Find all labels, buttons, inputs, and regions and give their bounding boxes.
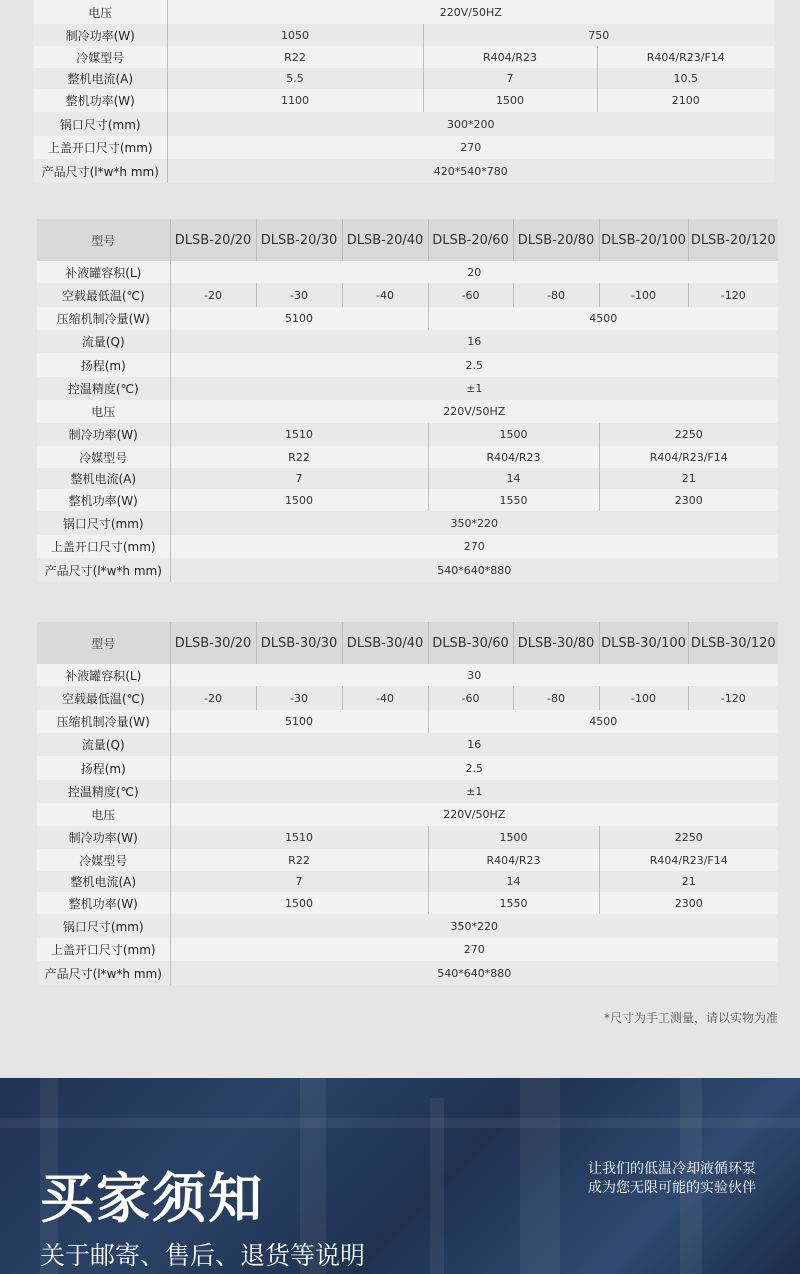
- cell: 540*640*880: [170, 558, 778, 582]
- cell: R404/R23/F14: [599, 446, 778, 468]
- banner-slogan-line1: 让我们的低温冷却液循环泵: [588, 1161, 756, 1177]
- background-pipe: [0, 1118, 800, 1128]
- row-label: 产品尺寸(l*w*h mm): [37, 558, 170, 582]
- cell: -80: [513, 283, 599, 307]
- cell: 16: [170, 330, 778, 353]
- cell: R22: [167, 46, 423, 68]
- model-header: DLSB-30/100: [599, 622, 688, 664]
- cell: ±1: [170, 780, 778, 803]
- row-label: 电压: [37, 803, 170, 826]
- row-label: 整机功率(W): [37, 489, 170, 511]
- row-label: 电压: [34, 0, 167, 24]
- table-row: [37, 535, 778, 558]
- cell: 7: [170, 468, 428, 489]
- cell: 350*220: [170, 511, 778, 535]
- cell: 2300: [599, 892, 778, 914]
- cell: 5100: [170, 710, 428, 733]
- cell: 14: [428, 468, 599, 489]
- cell: -60: [428, 686, 513, 710]
- model-header: DLSB-30/30: [256, 622, 342, 664]
- model-header: DLSB-30/80: [513, 622, 599, 664]
- model-header: DLSB-20/120: [688, 219, 778, 261]
- table-row: [37, 400, 778, 423]
- model-header: DLSB-20/100: [599, 219, 688, 261]
- cell: 5.5: [167, 68, 423, 89]
- cell: 2100: [597, 89, 774, 112]
- measurement-note: *尺寸为手工测量，请以实物为准: [603, 1011, 778, 1025]
- table-row: [34, 112, 774, 136]
- cell: -80: [513, 686, 599, 710]
- cell: 1510: [170, 423, 428, 446]
- model-header: DLSB-20/40: [342, 219, 428, 261]
- row-label: 压缩机制冷量(W): [37, 307, 170, 330]
- cell: 350*220: [170, 914, 778, 938]
- table-row: [37, 446, 778, 468]
- table-row: [37, 468, 778, 489]
- table-row: [34, 24, 774, 46]
- row-label: 扬程(m): [37, 353, 170, 377]
- model-header: DLSB-20/20: [170, 219, 256, 261]
- table-row: [34, 46, 774, 68]
- cell: -20: [170, 686, 256, 710]
- cell: -30: [256, 686, 342, 710]
- cell: 1500: [428, 826, 599, 849]
- table-row: [37, 330, 778, 353]
- cell: 220V/50HZ: [170, 400, 778, 423]
- cell: R404/R23: [428, 446, 599, 468]
- row-label: 整机电流(A): [34, 68, 167, 89]
- row-label: 补液罐容积(L): [37, 261, 170, 283]
- row-label: 冷媒型号: [34, 46, 167, 68]
- table-row: [37, 261, 778, 283]
- table-row: [37, 756, 778, 780]
- table-row: [37, 871, 778, 892]
- row-label: 整机功率(W): [37, 892, 170, 914]
- model-header: DLSB-30/40: [342, 622, 428, 664]
- spec-table-dlsb-30: [37, 622, 778, 985]
- cell: 21: [599, 871, 778, 892]
- cell: 7: [423, 68, 597, 89]
- table-row: [37, 423, 778, 446]
- table-header-row: [37, 219, 778, 261]
- cell: 750: [423, 24, 774, 46]
- model-header: DLSB-30/120: [688, 622, 778, 664]
- spec-table-1: [34, 0, 774, 183]
- row-label: 锅口尺寸(mm): [37, 511, 170, 535]
- row-label: 控温精度(℃): [37, 377, 170, 400]
- cell: 5100: [170, 307, 428, 330]
- cell: 300*200: [167, 112, 774, 136]
- table-row: [37, 377, 778, 400]
- model-header: DLSB-20/30: [256, 219, 342, 261]
- banner-title: 买家须知: [40, 1167, 264, 1230]
- table-row: [34, 136, 774, 159]
- cell: 270: [170, 938, 778, 961]
- cell: 2300: [599, 489, 778, 511]
- table-row: [37, 938, 778, 961]
- cell: 1500: [423, 89, 597, 112]
- cell: 2250: [599, 423, 778, 446]
- cell: 270: [170, 535, 778, 558]
- cell: 1550: [428, 489, 599, 511]
- cell: R404/R23: [428, 849, 599, 871]
- row-label: 产品尺寸(l*w*h mm): [37, 961, 170, 985]
- cell: R22: [170, 849, 428, 871]
- table-row: [37, 489, 778, 511]
- model-header: DLSB-20/60: [428, 219, 513, 261]
- cell: R22: [170, 446, 428, 468]
- table-row: [34, 89, 774, 112]
- cell: 30: [170, 664, 778, 686]
- table-row: [37, 686, 778, 710]
- banner-slogan-line2: 成为您无限可能的实验伙伴: [588, 1180, 756, 1196]
- header-label: 型号: [37, 622, 170, 664]
- cell: ±1: [170, 377, 778, 400]
- cell: 20: [170, 261, 778, 283]
- row-label: 压缩机制冷量(W): [37, 710, 170, 733]
- header-label: 型号: [37, 219, 170, 261]
- cell: -100: [599, 686, 688, 710]
- table-row: [37, 914, 778, 938]
- cell: -120: [688, 283, 778, 307]
- cell: R404/R23/F14: [599, 849, 778, 871]
- row-label: 流量(Q): [37, 733, 170, 756]
- spec-table-dlsb-20: [37, 219, 778, 582]
- cell: -40: [342, 686, 428, 710]
- cell: 1510: [170, 826, 428, 849]
- row-label: 整机电流(A): [37, 871, 170, 892]
- table-row: [37, 892, 778, 914]
- table-row: [37, 849, 778, 871]
- table-row: [37, 826, 778, 849]
- row-label: 流量(Q): [37, 330, 170, 353]
- table-row: [37, 733, 778, 756]
- cell: 270: [167, 136, 774, 159]
- cell: -30: [256, 283, 342, 307]
- cell: -20: [170, 283, 256, 307]
- cell: 10.5: [597, 68, 774, 89]
- model-header: DLSB-30/60: [428, 622, 513, 664]
- table-row: [37, 558, 778, 582]
- cell: 2250: [599, 826, 778, 849]
- table-row: [37, 780, 778, 803]
- row-label: 锅口尺寸(mm): [34, 112, 167, 136]
- cell: 2.5: [170, 756, 778, 780]
- cell: -120: [688, 686, 778, 710]
- table-row: [34, 0, 774, 24]
- row-label: 制冷功率(W): [37, 826, 170, 849]
- table-row: [34, 159, 774, 183]
- cell: 2.5: [170, 353, 778, 377]
- table-row: [34, 68, 774, 89]
- row-label: 冷媒型号: [37, 849, 170, 871]
- table-header-row: [37, 622, 778, 664]
- cell: 1500: [428, 423, 599, 446]
- table-row: [37, 283, 778, 307]
- table-row: [37, 511, 778, 535]
- table-row: [37, 353, 778, 377]
- row-label: 电压: [37, 400, 170, 423]
- row-label: 整机功率(W): [34, 89, 167, 112]
- row-label: 扬程(m): [37, 756, 170, 780]
- cell: -100: [599, 283, 688, 307]
- cell: R404/R23/F14: [597, 46, 774, 68]
- row-label: 整机电流(A): [37, 468, 170, 489]
- table-row: [37, 710, 778, 733]
- cell: 4500: [428, 710, 778, 733]
- row-label: 锅口尺寸(mm): [37, 914, 170, 938]
- row-label: 产品尺寸(l*w*h mm): [34, 159, 167, 183]
- cell: 1500: [170, 892, 428, 914]
- table-row: [37, 307, 778, 330]
- background-pipe: [520, 1078, 560, 1274]
- cell: 1100: [167, 89, 423, 112]
- banner-subtitle: 关于邮寄、售后、退货等说明: [40, 1241, 366, 1270]
- model-header: DLSB-20/80: [513, 219, 599, 261]
- cell: 14: [428, 871, 599, 892]
- cell: R404/R23: [423, 46, 597, 68]
- cell: -60: [428, 283, 513, 307]
- row-label: 空载最低温(℃): [37, 283, 170, 307]
- table-row: [37, 961, 778, 985]
- row-label: 上盖开口尺寸(mm): [37, 535, 170, 558]
- row-label: 制冷功率(W): [34, 24, 167, 46]
- cell: 540*640*880: [170, 961, 778, 985]
- cell: 21: [599, 468, 778, 489]
- cell: 420*540*780: [167, 159, 774, 183]
- buyer-notice-banner: [0, 1078, 800, 1274]
- cell: 16: [170, 733, 778, 756]
- table-row: [37, 664, 778, 686]
- model-header: DLSB-30/20: [170, 622, 256, 664]
- table-row: [37, 803, 778, 826]
- cell: 1500: [170, 489, 428, 511]
- row-label: 上盖开口尺寸(mm): [34, 136, 167, 159]
- row-label: 空载最低温(℃): [37, 686, 170, 710]
- row-label: 冷媒型号: [37, 446, 170, 468]
- cell: 220V/50HZ: [170, 803, 778, 826]
- cell: 7: [170, 871, 428, 892]
- cell: 1550: [428, 892, 599, 914]
- cell: 4500: [428, 307, 778, 330]
- cell: 1050: [167, 24, 423, 46]
- cell: -40: [342, 283, 428, 307]
- row-label: 补液罐容积(L): [37, 664, 170, 686]
- row-label: 控温精度(℃): [37, 780, 170, 803]
- cell: 220V/50HZ: [167, 0, 774, 24]
- row-label: 上盖开口尺寸(mm): [37, 938, 170, 961]
- row-label: 制冷功率(W): [37, 423, 170, 446]
